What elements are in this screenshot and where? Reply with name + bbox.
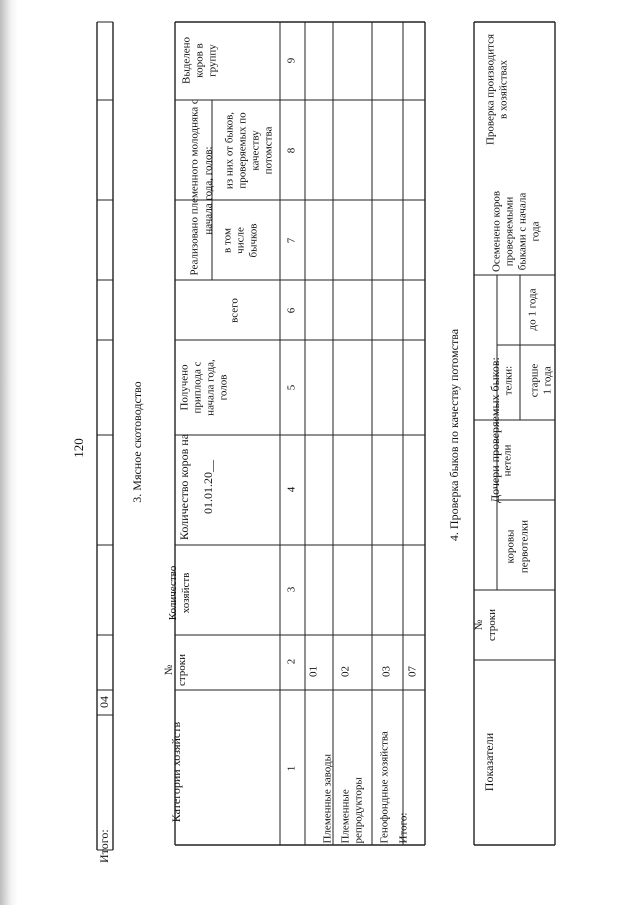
header-incl-line1: в том xyxy=(221,228,234,253)
row-category-1: Племенные заводы xyxy=(321,754,334,844)
col-number-3: 3 xyxy=(285,586,298,593)
header-offspring-line4: голов xyxy=(217,374,230,401)
col-number-9: 9 xyxy=(285,57,298,64)
section4-title: 4. Проверка быков по качеству потомства xyxy=(447,328,461,542)
col-number-5: 5 xyxy=(285,384,298,391)
row-category-2-line1: Племенные xyxy=(339,789,352,844)
page-number: 120 xyxy=(71,438,86,458)
header-allocated-line1: Выделено xyxy=(180,37,193,84)
header-daughters: Дочери проверяемых быков: xyxy=(488,357,502,503)
row-code-3: 03 xyxy=(380,666,393,677)
header-calves: телки: xyxy=(502,365,515,396)
header-tested-line3: качеству xyxy=(249,130,262,171)
header-check-line2: в хозяйствах xyxy=(497,60,510,119)
top-table-lines xyxy=(97,22,113,850)
header-tested-line2: проверяемых по xyxy=(236,112,249,189)
header-row-no: № строки xyxy=(163,653,188,687)
section3-title: 3. Мясное скотоводство xyxy=(130,381,144,503)
row-category-4: Итого: xyxy=(397,812,410,844)
header-category: Категории хозяйств xyxy=(169,721,183,823)
header-older-line2: 1 года xyxy=(541,366,554,395)
header-sold-line2: начала года, голов: xyxy=(202,146,215,235)
header-younger: до 1 года xyxy=(526,288,539,331)
header4-row-no: № строки xyxy=(473,608,498,642)
row-category-3: Генофондные хозяйства xyxy=(378,731,391,844)
col-number-2: 2 xyxy=(285,658,298,665)
header-heifers: нетели xyxy=(501,444,514,477)
row-code-2: 02 xyxy=(339,666,352,677)
header-tested-line4: потомства xyxy=(262,126,275,175)
col-number-4: 4 xyxy=(285,486,298,493)
col-number-7: 7 xyxy=(285,237,298,244)
header-offspring-line3: начала года, xyxy=(204,359,217,416)
header-inseminated-line3: быками с начала xyxy=(516,192,529,271)
header-offspring-line1: Получено xyxy=(178,364,191,411)
col-number-8: 8 xyxy=(285,147,298,154)
row-category-2-line2: репродукторы xyxy=(352,777,365,844)
header-inseminated-line1: Осеменено коров xyxy=(490,190,503,273)
header-farms-count: Количество хозяйств xyxy=(167,565,192,621)
header-sold-line1: Реализовано племенного молодняка с xyxy=(188,99,201,276)
header-inseminated-line4: года xyxy=(529,221,542,242)
col-number-1: 1 xyxy=(285,765,298,772)
header-cows-line2: 01.01.20__ xyxy=(201,460,215,514)
header-older-line1: старше xyxy=(528,363,541,398)
header-offspring-line2: приплода с xyxy=(191,361,204,414)
header-incl-line2: числе xyxy=(234,227,247,254)
header-allocated-line3: группу xyxy=(206,44,219,77)
header-allocated-line2: коров в xyxy=(193,43,206,78)
header-inseminated-line2: проверяемыми xyxy=(503,196,516,267)
header-cows-line1: Количество коров на xyxy=(177,433,191,541)
top-total-label: Итого: xyxy=(97,829,111,863)
header-cows4-line1: коровы xyxy=(504,529,517,564)
header-total: всего xyxy=(228,298,241,323)
header-incl-line3: бычков xyxy=(247,223,260,258)
row-code-4: 07 xyxy=(406,666,419,677)
header-indicators: Показатели xyxy=(482,732,496,792)
header-check-line1: Проверка производится xyxy=(484,33,497,146)
header-tested-line1: из них от быков, xyxy=(223,111,236,190)
col-number-6: 6 xyxy=(285,307,298,314)
row-code-1: 01 xyxy=(307,666,320,677)
header-cows4-line2: первотелки xyxy=(518,519,531,574)
top-total-code: 04 xyxy=(97,696,111,708)
